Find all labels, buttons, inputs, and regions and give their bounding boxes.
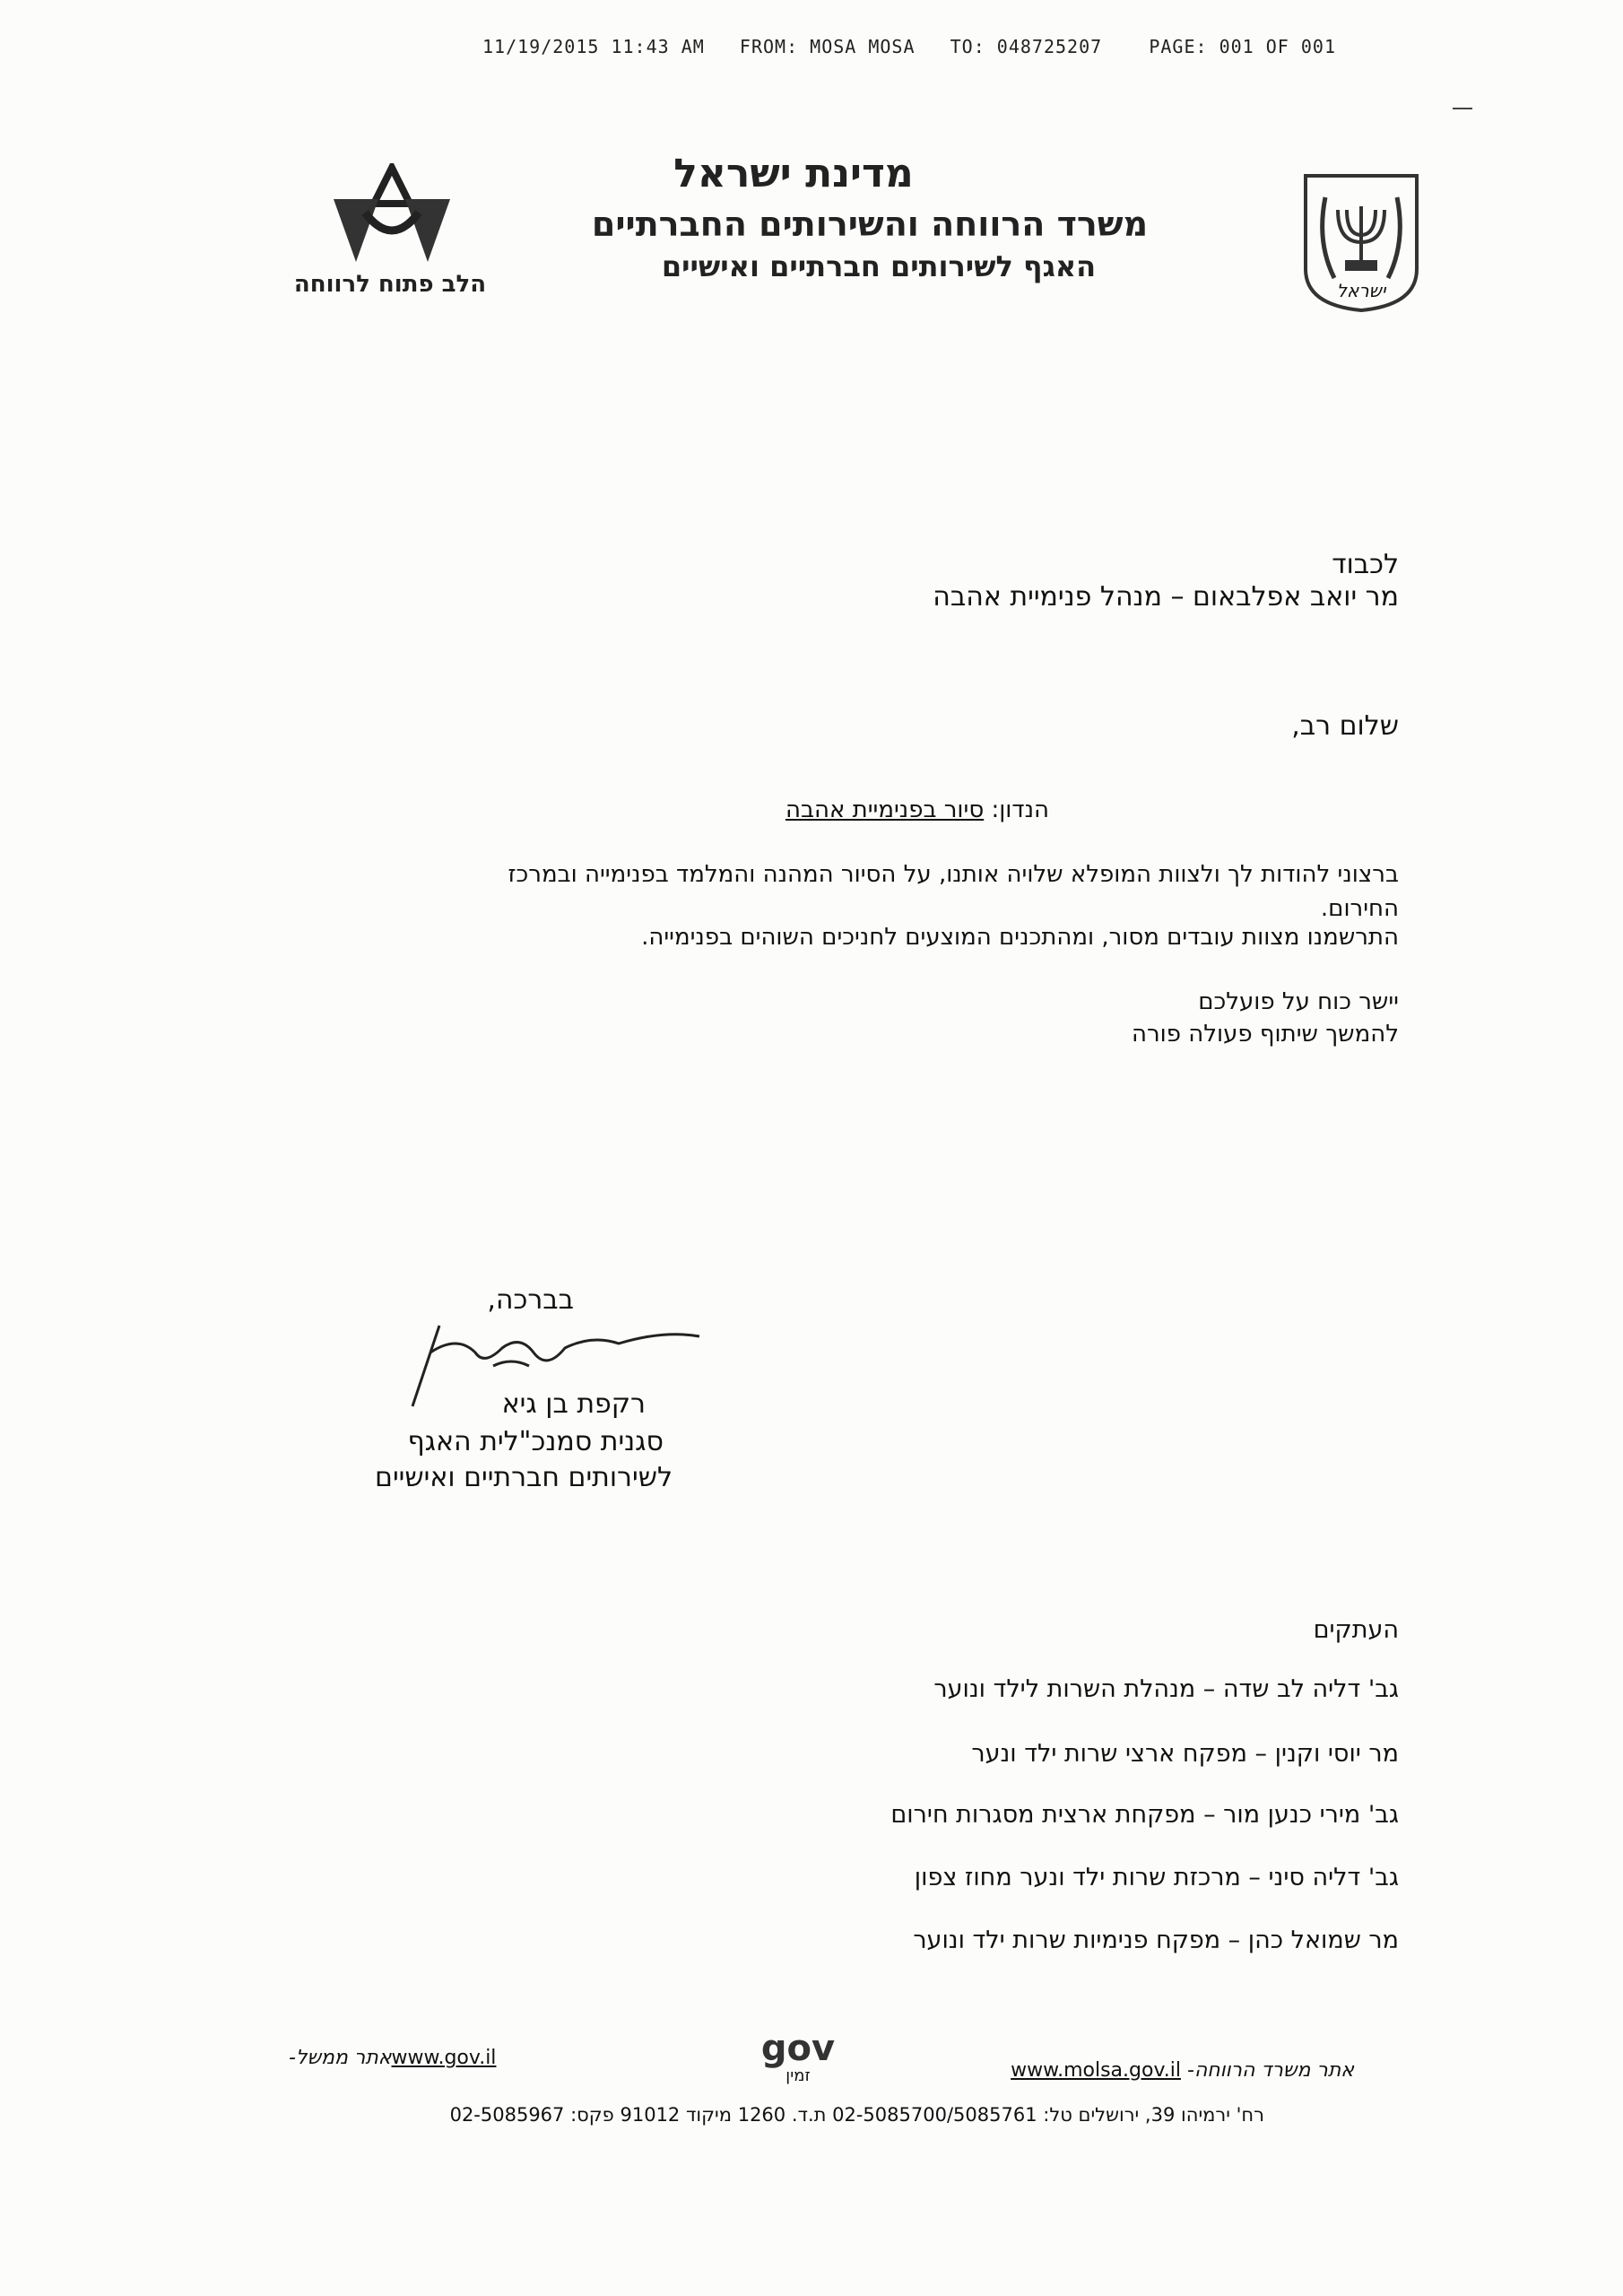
closing-line-1: יישר כוח על פועלכם: [1198, 988, 1399, 1015]
welfare-heart-logo-icon: [325, 163, 459, 271]
molsa-site-url[interactable]: www.molsa.gov.il: [1011, 2059, 1181, 2082]
gov-site-label: -אתר ממשל: [289, 2047, 392, 2069]
body-line-2: החירום.: [1320, 895, 1399, 922]
fax-header: 11/19/2015 11:43 AM FROM: MOSA MOSA TO: 048725207 PAGE: 001 OF 001: [482, 36, 1336, 57]
scan-mark: [1453, 108, 1472, 109]
copy-item: גב' דליה סיני – מרכזת שרות ילד ונער מחוז צפון: [914, 1864, 1399, 1892]
copy-item: גב' מירי כנען מור – מפקחת ארצית מסגרות חירום: [890, 1801, 1399, 1829]
closing-line-2: להמשך שיתוף פעולה פורה: [1132, 1021, 1399, 1048]
body-line-3: התרשמנו מצוות עובדים מסור, ומהתכנים המוצעים לחניכים השוהים בפנימייה.: [641, 924, 1399, 951]
gov-logo: [753, 2028, 843, 2085]
state-title: מדינת ישראל: [673, 151, 914, 196]
signatory-name: רקפת בן גיא: [501, 1388, 646, 1420]
gov-logo-text: gov: [760, 2028, 836, 2069]
copy-item: מר שמואל כהן – מפקח פנימיות שרות ילד ונוער: [913, 1926, 1399, 1954]
division-title: האגף לשירותים חברתיים ואישיים: [661, 249, 1097, 283]
ministry-title: משרד הרווחה והשירותים החברתיים: [591, 204, 1149, 244]
copy-item: מר יוסי וקנין – מפקח ארצי שרות ילד ונער: [971, 1740, 1399, 1768]
greeting: שלום רב,: [1291, 710, 1399, 742]
subject-line: [628, 796, 1049, 823]
signature-regards: בברכה,: [487, 1284, 574, 1316]
signatory-title: סגנית סמנכ"לית האגף: [407, 1426, 664, 1457]
gov-site-link-row: [289, 2047, 558, 2069]
copy-item: גב' דליה לב שדה – מנהלת השרות לילד ונוער: [933, 1675, 1399, 1703]
subject-text: סיור בפנימיית אהבה: [785, 796, 985, 823]
emblem-caption: ישראל: [1336, 280, 1386, 301]
recipient-salutation: לכבוד: [1332, 549, 1399, 580]
gov-logo-sub: זמין: [785, 2066, 811, 2085]
address-line: רח' ירמיהו 39, ירושלים טל: 02-5085700/5085761 ת.ד. 1260 מיקוד 91012 פקס: 02-5085967: [449, 2104, 1264, 2126]
gov-site-url[interactable]: www.gov.il: [391, 2047, 497, 2069]
signatory-dept: לשירותים חברתיים ואישיים: [375, 1462, 673, 1493]
body-line-1: ברצוני להודות לך ולצוות המופלא שלויה אותנו, על הסיור המהנה והמלמד בפנימייה ובמרכז: [508, 861, 1399, 888]
copies-heading: העתקים: [1313, 1616, 1399, 1644]
molsa-site-link-row: [986, 2059, 1354, 2082]
molsa-site-label: -אתר משרד הרווחה: [1181, 2059, 1354, 2082]
logo-caption: הלב פתוח לרווחה: [293, 271, 487, 298]
subject-label: הנדון:: [984, 796, 1049, 823]
recipient-name: מר יואב אפלבאום – מנהל פנימיית אהבה: [933, 581, 1399, 613]
